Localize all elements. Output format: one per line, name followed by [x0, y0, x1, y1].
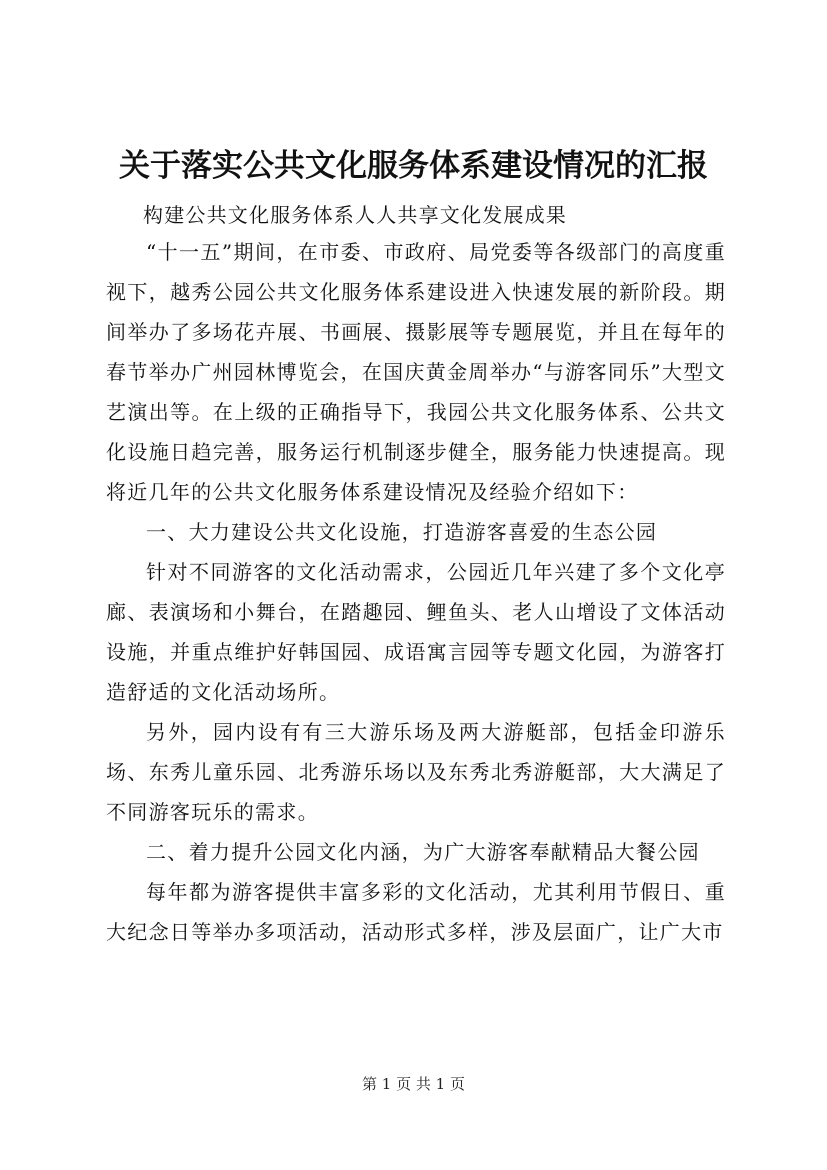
page-number: 第 1 页 共 1 页 [362, 1075, 465, 1093]
document-body [106, 198, 726, 952]
document-subtitle: 构建公共文化服务体系人人共享文化发展成果 [143, 203, 567, 227]
intro-paragraph: “十一五”期间，在市委、市政府、局党委等各级部门的高度重视下，越秀公园公共文化服务体系建设进入快速发展的新阶段。期间举办了多场花卉展、书画展、摄影展等专题展览，并且在每年的春节举办广州园林博览会，在国庆黄金周举办“与游客同乐”大型文艺演出等。在上级的正确指导下，我园公共文化服务体系、公共文化设施日趋完善，服务运行机制逐步健全，服务能力快速提高。现将近几年的公共文化服务体系建设情况及经验介绍如下： [106, 240, 726, 504]
section2-paragraph-1: 每年都为游客提供丰富多彩的文化活动，尤其利用节假日、重大纪念日等举办多项活动，活动形式多样，涉及层面广，让广大市 [106, 880, 726, 944]
section1-paragraph-2: 另外，园内设有有三大游乐场及两大游艇部，包括金印游乐场、东秀儿童乐园、北秀游乐场以及东秀北秀游艇部，大大满足了不同游客玩乐的需求。 [106, 720, 726, 824]
section1-paragraph-1: 针对不同游客的文化活动需求，公园近几年兴建了多个文化亭廊、表演场和小舞台，在踏趣园、鲤鱼头、老人山增设了文体活动设施，并重点维护好韩国园、成语寓言园等专题文化园，为游客打造舒适的文化活动场所。 [106, 560, 726, 704]
document-title: 关于落实公共文化服务体系建设情况的汇报 [119, 148, 708, 184]
section-heading-1: 一、大力建设公共文化设施，打造游客喜爱的生态公园 [146, 520, 658, 544]
section-heading-2: 二、着力提升公园文化内涵，为广大游客奉献精品大餐公园 [146, 840, 700, 864]
